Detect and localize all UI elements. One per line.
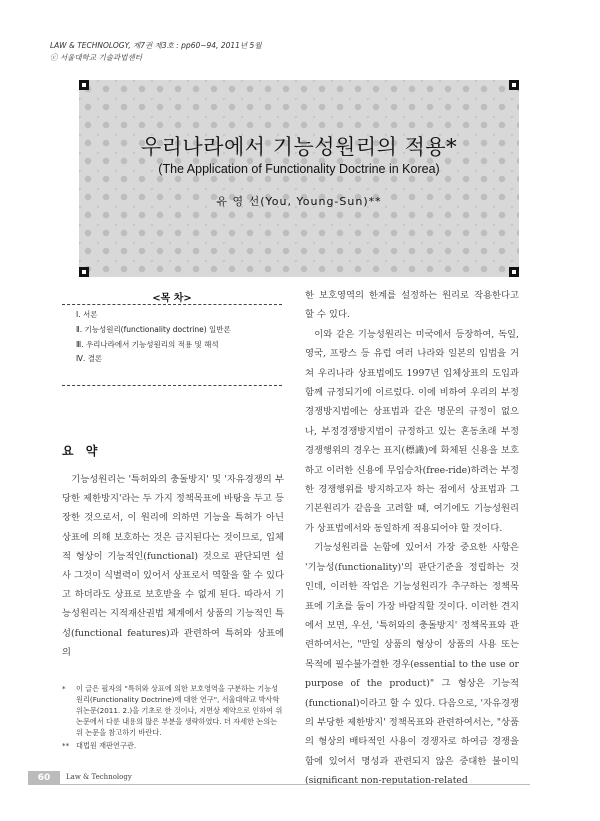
footer-rule <box>60 784 530 785</box>
footnote-mark: ** <box>62 741 70 750</box>
paper-title-english: (The Application of Functionality Doctrine in Korea) <box>158 162 440 176</box>
toc-item: Ⅲ. 우리나라에서 기능성원리의 적용 및 해석 <box>76 339 219 349</box>
footnote-text: 대법원 재판연구관. <box>76 741 137 750</box>
title-banner <box>79 80 519 277</box>
banner-corner-ornament <box>79 267 89 277</box>
header-citation: LAW & TECHNOLOGY, 제7권 제3호 : pp60~94, 2011년 5월 <box>50 41 262 50</box>
banner-corner-ornament <box>509 80 519 90</box>
footer-journal-name: Law & Technology <box>66 773 132 781</box>
journal-header <box>50 40 262 64</box>
paper-author: 유 영 선(You, Young-Sun)** <box>216 195 382 208</box>
toc-bottom-rule <box>62 385 282 386</box>
toc-title: <목 차> <box>62 289 282 304</box>
page-number: 60 <box>37 773 51 783</box>
body-paragraph: 한 보호영역의 한계를 설정하는 원리로 작용한다고 할 수 있다. <box>305 290 519 321</box>
header-copyright: ⓒ 서울대학교 기술과법센터 <box>50 53 142 62</box>
body-paragraph: 기능성원리를 논함에 있어서 가장 중요한 사항은 '기능성(functionality)'의 판단기준을 정립하는 것인데, 이러한 작업은 기능성원리가 추구하는 정책목표에 기초를 둠이 가장 바람직할 것이다. 이러한 견지에서 보면, 우선, '특허와의 충돌방지' 정책목표와 관련하여서는, "만일 상품의 형상이 상품의 사용 또는 목적에 필수불가결한 경우(essential to the use or purpose of the product)" 그 형상은 기능적(functional)이라고 할 수 있다. 다음으로, '자유경쟁의 부당한 제한방지' 정책목표와 관련하여서는, "상품의 형상의 배타적인 사용이 경쟁자로 하여금 경쟁을 함에 있어서 명성과 관련되지 않은 중대한 불이익(significant non-reputation-related <box>305 542 519 787</box>
body-paragraph: 이와 같은 기능성원리는 미국에서 등장하여, 독일, 영국, 프랑스 등 유럽 여러 나라와 일본의 입법을 거쳐 우리나라 상표법에도 1997년 입체상표의 도입과 함께 규정되기에 이르렀다. 이에 비하여 우리의 부정경쟁방지법에는 상표법과 같은 명문의 규정이 없으나, 부정경쟁방지법이 규정하고 있는 혼동초래 부정경쟁행위의 경우는 표지(標識)에 화체된 신용을 보호하고 이러한 신용에 무임승차(free-ride)하려는 부정한 경쟁행위를 방지하고자 하는 점에서 상표법과 그 기본원리가 같음을 고려할 때, 여기에도 기능성원리가 상표법에서와 동일하게 적용되어야 할 것이다. <box>305 328 519 534</box>
toc-item: Ⅰ. 서론 <box>76 310 98 319</box>
toc-item: Ⅱ. 기능성원리(functionality doctrine) 일반론 <box>76 324 231 334</box>
abstract-heading: 요 약 <box>62 444 102 458</box>
banner-corner-ornament <box>79 80 89 90</box>
abstract-paragraph: 기능성원리는 '특허와의 충돌방지' 및 '자유경쟁의 부당한 제한방지'라는 두 가지 정책목표에 바탕을 두고 등장한 것으로서, 이 원리에 의하면 기능을 특허가 아닌 상표에 의해 보호하는 것은 금지된다는 것이므로, 입체적 형상이 기능적인(functional) 것으로 판단되면 설사 그것이 식별력이 있어서 상표로서 역할을 할 수 있다고 하더라도 상표로 보호받을 수 없게 된다. 따라서 기능성원리는 지적재산권법 체계에서 상품의 기능적인 특성(functional features)과 관련하여 특허와 상표에 의 <box>62 474 284 658</box>
footnote <box>62 740 284 751</box>
paper-title-korean: 우리나라에서 기능성원리의 적용* <box>140 135 458 159</box>
abstract-body <box>62 470 284 662</box>
footnote <box>62 683 284 738</box>
body-right-column <box>305 286 519 791</box>
footnote-mark: * <box>62 684 66 693</box>
table-of-contents <box>62 289 282 389</box>
banner-corner-ornament <box>509 267 519 277</box>
toc-top-rule <box>62 304 282 305</box>
footnote-text: 이 글은 필자의 "특허와 상표에 의한 보호영역을 구분하는 기능성원리(Functionality Doctrine)에 대한 연구", 서울대학교 박사학위논문(2011. 2.)을 기초로 한 것이나, 지면상 제약으로 인하여 위 논문에서 다룬 내용의 많은 부분을 생략하였다. 더 자세한 논의는 위 논문을 참고하기 바란다. <box>76 684 283 737</box>
toc-item: Ⅳ. 결론 <box>76 354 103 364</box>
toc-list <box>76 308 231 367</box>
footnotes <box>62 683 284 751</box>
